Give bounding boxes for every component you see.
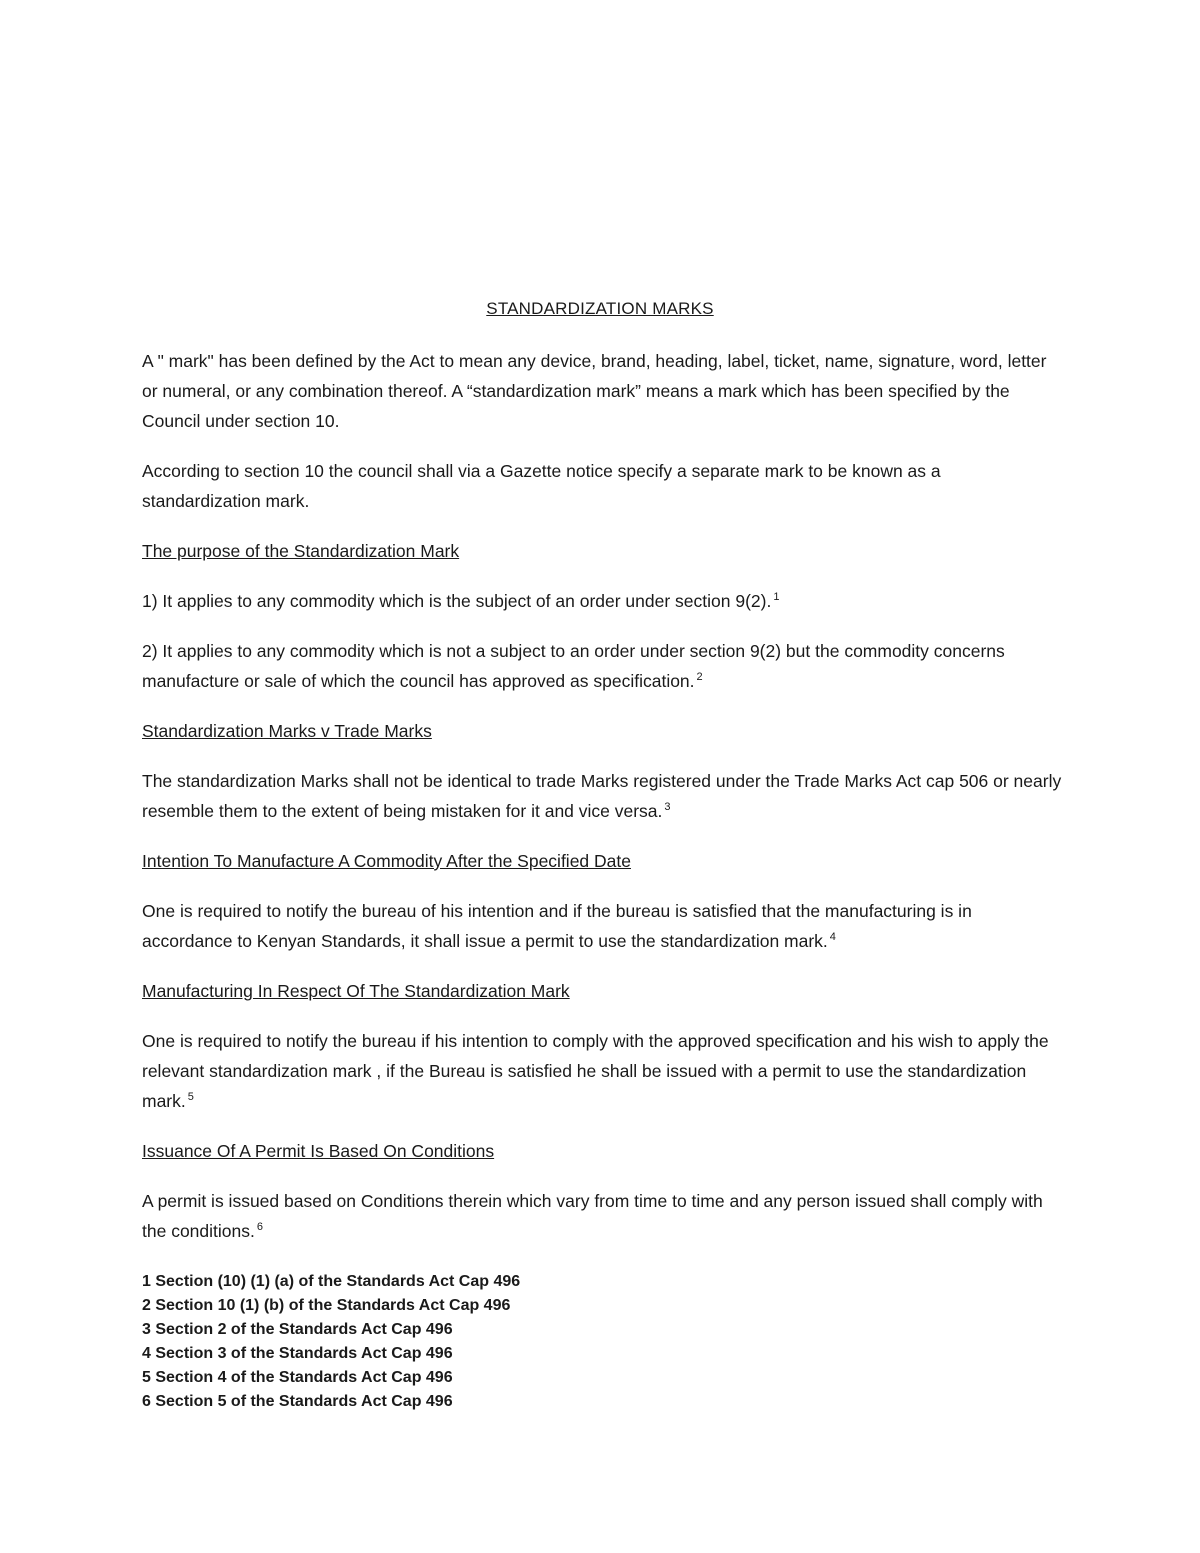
footnote-item: 6 Section 5 of the Standards Act Cap 496 [142,1393,453,1410]
document-body [142,346,1062,1266]
footnote-ref-5: 5 [187,1091,194,1103]
footnote-item: 4 Section 3 of the Standards Act Cap 496 [142,1345,453,1362]
section-heading-purpose: The purpose of the Standardization Mark [142,541,460,561]
footnote-ref-4: 4 [829,931,836,943]
manufacturing-paragraph: One is required to notify the bureau if his intention to comply with the approved specification and his wish to apply the relevant standardization mark , if the Bureau is satisfied he shall be issued with a permit to use the standardization mark. $^5$ [142,1031,1049,1111]
document-title: STANDARDIZATION MARKS [486,299,714,318]
section-heading-intention: Intention To Manufacture A Commodity After the Specified Date [142,851,631,871]
footnote-item: 2 Section 10 (1) (b) of the Standards Act Cap 496 [142,1297,511,1314]
intro-paragraph-1: A " mark" has been defined by the Act to mean any device, brand, heading, label, ticket, name, signature, word, letter or numeral, or any combination thereof. A “standardization mark” means a mark which has been specified by the Council under section 10. [142,351,1047,431]
trade-marks-paragraph: The standardization Marks shall not be identical to trade Marks registered under the Trade Marks Act cap 506 or nearly resemble them to the extent of being mistaken for it and vice versa. $^3$ [142,771,1062,821]
footnotes [142,1270,520,1414]
section-heading-manufacturing: Manufacturing In Respect Of The Standardization Mark [142,981,570,1001]
intention-paragraph: One is required to notify the bureau of his intention and if the bureau is satisfied that the manufacturing is in accordance to Kenyan Standards, it shall issue a permit to use the standardization mark. $^4$ [142,901,972,951]
section-heading-permit: Issuance Of A Permit Is Based On Conditions [142,1141,495,1161]
section-heading-trade-marks: Standardization Marks v Trade Marks [142,721,432,741]
footnote-ref-2: 2 [696,671,703,683]
footnote-ref-1: 1 [773,591,780,603]
footnote-ref-3: 3 [664,801,671,813]
purpose-item-1: 1) It applies to any commodity which is the subject of an order under section 9(2). $^1$ [142,591,780,611]
footnote-item: 3 Section 2 of the Standards Act Cap 496 [142,1321,453,1338]
footnote-ref-6: 6 [256,1221,263,1233]
intro-paragraph-2: According to section 10 the council shall via a Gazette notice specify a separate mark to be known as a standardization mark. [142,461,941,511]
purpose-item-2: 2) It applies to any commodity which is not a subject to an order under section 9(2) but the commodity concerns manufacture or sale of which the council has approved as specification. $^2$ [142,641,1005,691]
footnote-item: 1 Section (10) (1) (a) of the Standards Act Cap 496 [142,1273,521,1290]
footnote-item: 5 Section 4 of the Standards Act Cap 496 [142,1369,453,1386]
permit-paragraph: A permit is issued based on Conditions therein which vary from time to time and any person issued shall comply with the conditions. $^6$ [142,1191,1043,1241]
